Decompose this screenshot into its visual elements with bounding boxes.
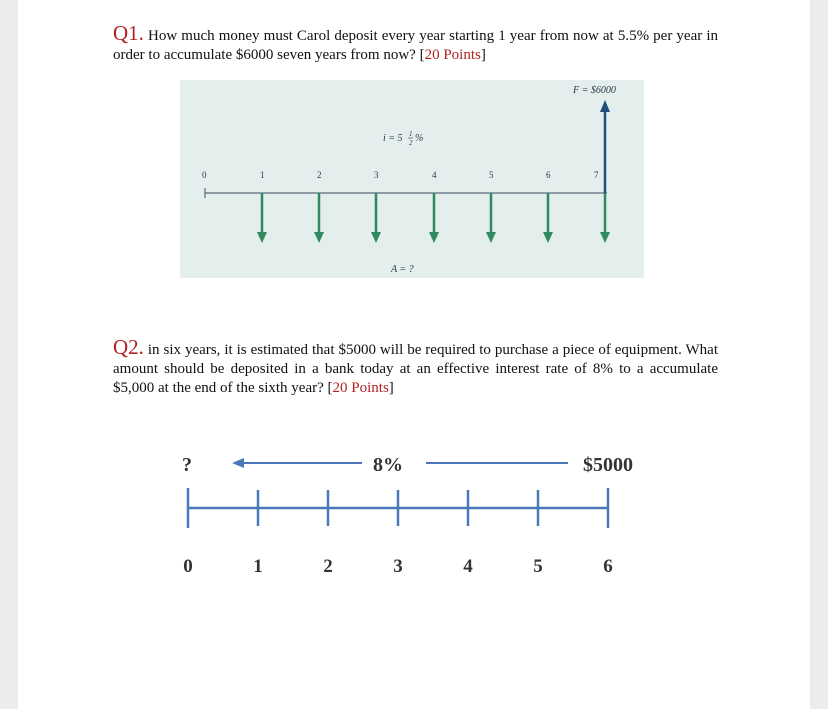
future-value-label: F = $6000 [573,85,616,96]
question-1-points: 20 Points [424,47,481,63]
points-bracket-close: ] [388,380,394,396]
period-label: 3 [374,170,379,180]
question-2-number: Q2. [113,335,144,359]
period-label: 1 [253,556,263,577]
period-label: 2 [323,556,333,577]
future-value-label: $5000 [583,454,633,476]
question-1-number: Q1. [113,21,144,45]
period-label: 2 [317,170,322,180]
question-2-text: in six years, it is estimated that $5000 will be required to purchase a piece of equipment. What amount should be deposited in a bank today at an effective interest rate of 8% to a accumulate $5,000 at the end of the sixth year? [113,342,719,396]
left-margin [0,0,18,709]
period-label: 1 [260,170,265,180]
diagram-background [180,80,644,278]
annuity-label: A = ? [391,264,414,275]
rate-fraction-numerator: 1 [409,130,413,138]
points-bracket-close: ] [480,47,486,63]
question-1 [113,21,719,65]
rate-suffix: % [415,133,424,144]
period-label: 3 [393,556,403,577]
present-value-label: ? [182,454,192,476]
period-label: 4 [432,170,437,180]
period-label: 5 [489,170,494,180]
rate-label: 8% [373,454,403,476]
period-label: 6 [603,556,613,577]
rate-prefix: i = 5 [383,133,403,144]
timeline [188,488,608,528]
question-2 [113,335,719,398]
period-label: 0 [202,170,207,180]
points-bracket-open: [ [327,380,333,396]
question-2-points: 20 Points [332,380,389,396]
cash-flow-diagram-q2 [160,440,680,590]
period-label: 4 [463,556,473,577]
period-label: 6 [546,170,551,180]
question-1-text: How much money must Carol deposit every year starting 1 year from now at 5.5% per year in order to accumulate $6000 seven years from now? [113,28,719,63]
rate-fraction-denominator: 2 [409,139,413,147]
points-bracket-open: [ [419,47,425,63]
period-label: 5 [533,556,543,577]
period-label: 7 [594,170,599,180]
right-margin [810,0,828,709]
cash-flow-diagram-q1 [180,80,644,278]
period-label: 0 [183,556,193,577]
